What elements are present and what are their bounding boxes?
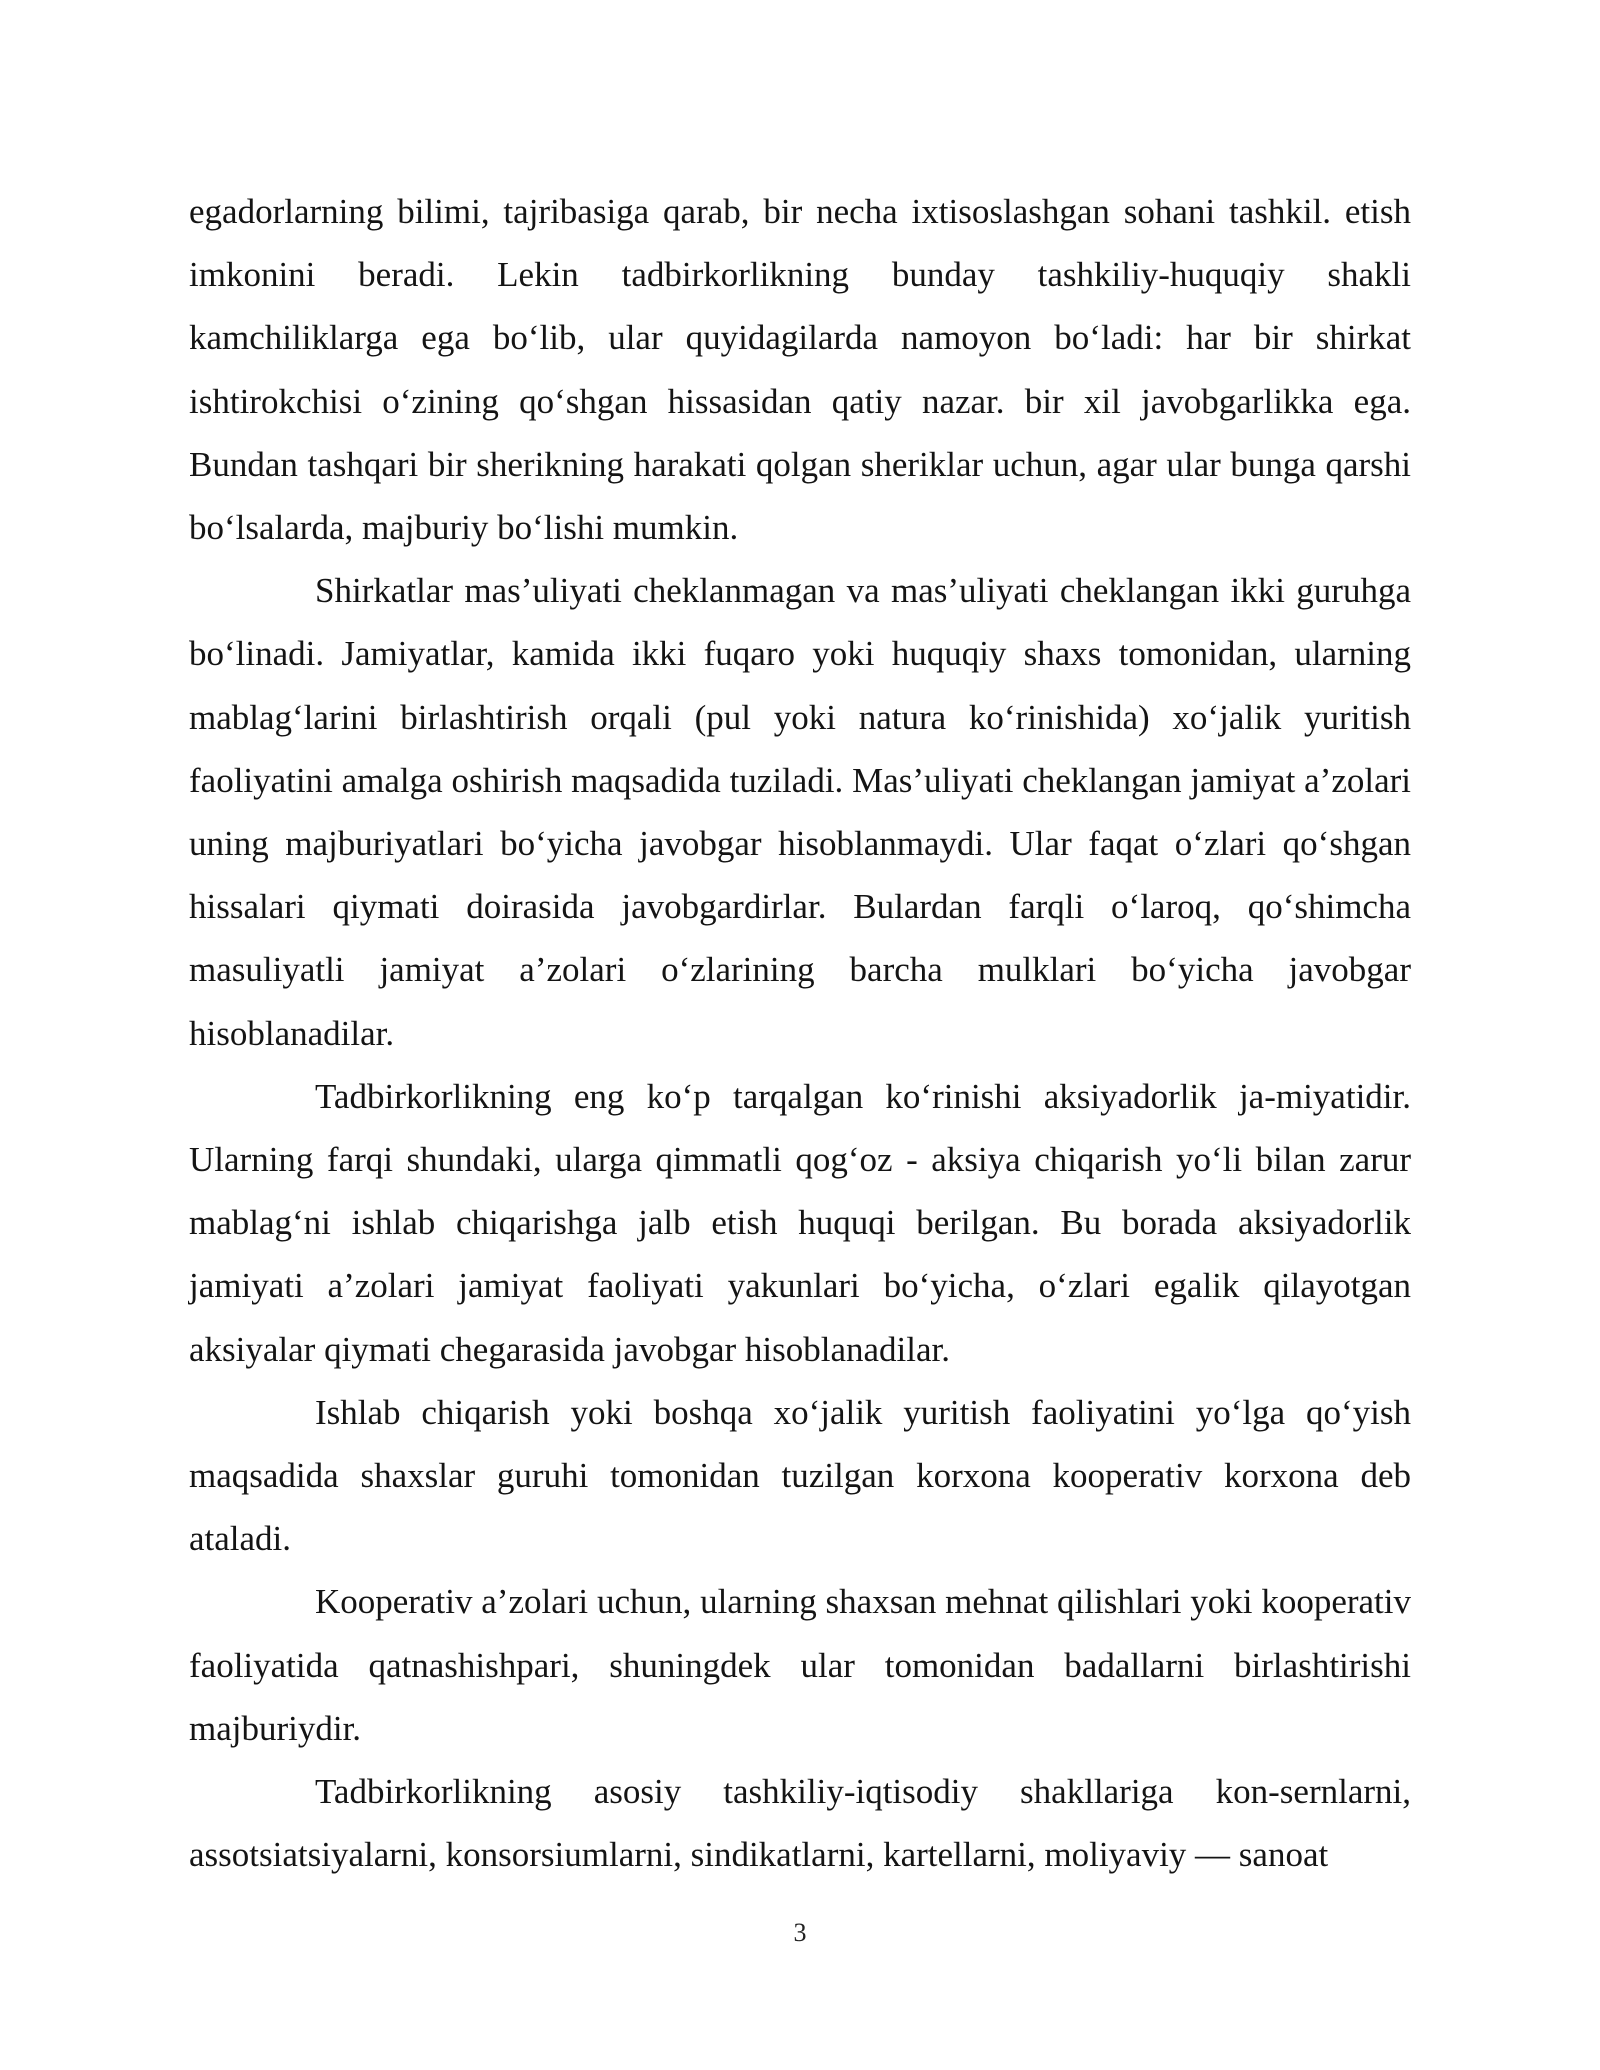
paragraph-6: Tadbirkorlikning asosiy tashkiliy-iqtisodiy shakllariga kon-sernlarni, assotsiatsiyalarni, konsorsiumlarni, sindikatlarni, kartellarni, moliyaviy — sanoat <box>189 1772 1411 1875</box>
body-text <box>189 180 1411 1886</box>
paragraph-2: Shirkatlar mas’uliyati cheklanmagan va mas’uliyati cheklangan ikki guruhga bo‘linadi. Jamiyatlar, kamida ikki fuqaro yoki huquqiy shaxs tomonidan, ularning mablag‘larini birlashtirish orqali (pul yoki natura ko‘rinishida) xo‘jalik yuritish faoliyatini amalga oshirish maqsadida tuziladi. Mas’uliyati cheklangan jamiyat a’zolari uning majburiyatlari bo‘yicha javobgar hisoblanmaydi. Ular faqat o‘zlari qo‘shgan hissalari qiymati doirasida javobgardirlar. Bulardan farqli o‘laroq, qo‘shimcha masuliyatli jamiyat a’zolari o‘zlarining barcha mulklari bo‘yicha javobgar hisoblanadilar. <box>189 571 1411 1053</box>
paragraph-1: egadorlarning bilimi, tajribasiga qarab, bir necha ixtisoslashgan sohani tashkil. etish imkonini beradi. Lekin tadbirkorlikning bunday tashkiliy-huquqiy shakli kamchiliklarga ega bo‘lib, ular quyidagilarda namoyon bo‘ladi: har bir shirkat ishtirokchisi o‘zining qo‘shgan hissasidan qatiy nazar. bir xil javobgarlikka ega. Bundan tashqari bir sherikning harakati qolgan sheriklar uchun, agar ular bunga qarshi bo‘lsalarda, majburiy bo‘lishi mumkin. <box>189 192 1411 548</box>
paragraph-3: Tadbirkorlikning eng ko‘p tarqalgan ko‘rinishi aksiyadorlik ja-miyatidir. Ularning farqi shundaki, ularga qimmatli qog‘oz - aksiya chiqarish yo‘li bilan zarur mablag‘ni ishlab chiqarishga jalb etish huquqi berilgan. Bu borada aksiyadorlik jamiyati a’zolari jamiyat faoliyati yakunlari bo‘yicha, o‘zlari egalik qilayotgan aksiyalar qiymati chegarasida javobgar hisoblanadilar. <box>189 1076 1411 1369</box>
paragraph-4: Ishlab chiqarish yoki boshqa xo‘jalik yuritish faoliyatini yo‘lga qo‘yish maqsadida shaxslar guruhi tomonidan tuzilgan korxona kooperativ korxona deb ataladi. <box>189 1392 1411 1559</box>
paragraph-5: Kooperativ a’zolari uchun, ularning shaxsan mehnat qilishlari yoki kooperativ faoliyatida qatnashishpari, shuningdek ular tomonidan badallarni birlashtirishi majburiydir. <box>189 1582 1411 1748</box>
page-number: 3 <box>793 1918 807 1947</box>
